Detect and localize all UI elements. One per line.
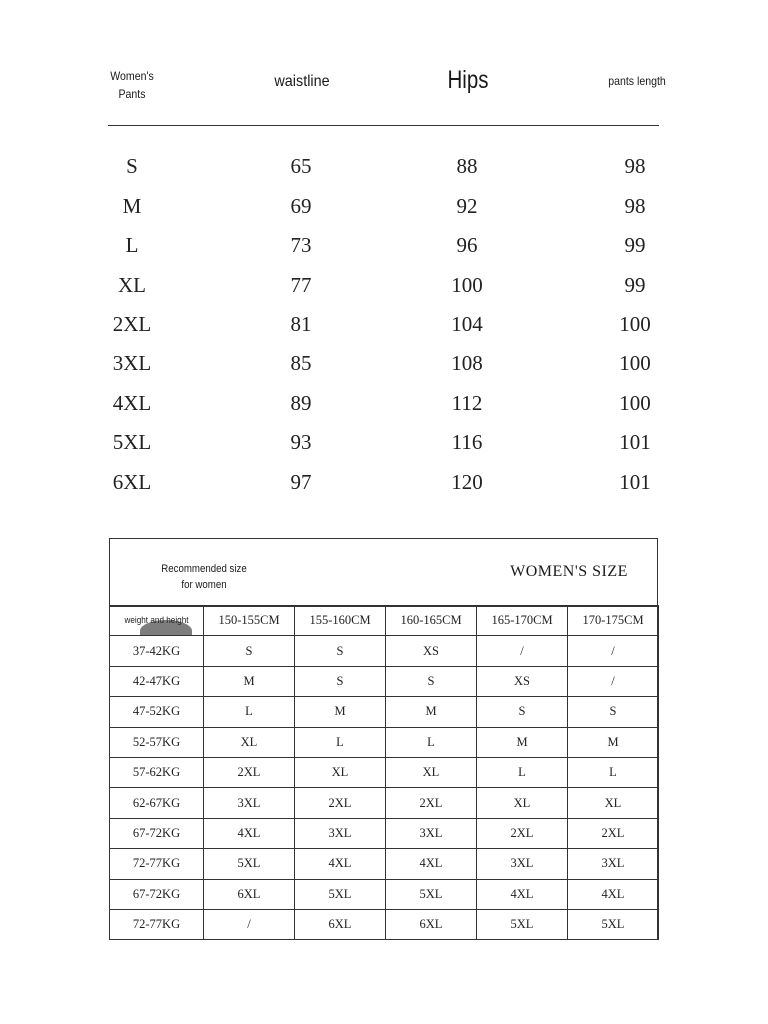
table-row [110,909,659,939]
grid-corner-cell [110,606,204,636]
recommended-size-cell: XL [477,788,568,818]
table-row [110,849,659,879]
recommended-size-cell: 4XL [477,879,568,909]
table-row [110,879,659,909]
size-cell: 5XL [112,430,152,454]
size-cell: L [125,233,139,257]
pants-length-cell: 100 [619,351,651,375]
waistline-cell: 65 [290,154,312,178]
measurement-header [0,0,768,126]
height-column-header: 170-175CM [568,606,659,636]
recommended-size-cell: S [386,666,477,696]
weight-range-cell: 47-52KG [110,697,204,727]
recommended-size-cell: S [477,697,568,727]
recommended-size-cell: 4XL [204,818,295,848]
weight-range-cell: 67-72KG [110,879,204,909]
womens-size-title: WOMEN'S SIZE [510,563,628,580]
table-row [110,666,659,696]
hips-cell: 120 [451,470,483,494]
pants-length-cell: 100 [619,312,651,336]
recommended-size-cell: 5XL [204,849,295,879]
waistline-cell: 73 [290,233,312,257]
recommended-size-cell: S [204,636,295,666]
height-column-header: 160-165CM [386,606,477,636]
hips-cell: 88 [456,154,478,178]
header-hips: Hips [447,66,489,94]
weight-height-label: weight and height [124,615,189,626]
hips-cell: 116 [451,430,483,454]
measurement-row [0,150,768,182]
recommended-size-cell: L [295,727,386,757]
recommended-size-cell: 2XL [295,788,386,818]
recommended-size-cell: 3XL [477,849,568,879]
recommended-size-cell: S [568,697,659,727]
recommended-size-cell: 5XL [386,879,477,909]
recommended-size-cell: 3XL [568,849,659,879]
table-row [110,636,659,666]
header-womens-pants-line1: Women's [110,69,154,83]
hips-cell: 104 [451,312,483,336]
recommended-size-cell: 2XL [568,818,659,848]
size-cell: 3XL [112,351,152,375]
recommended-size-cell: / [477,636,568,666]
recommended-size-cell: 3XL [295,818,386,848]
waistline-cell: 81 [290,312,312,336]
recommended-size-cell: L [568,757,659,787]
recommended-size-cell: M [386,697,477,727]
recommended-size-cell: 6XL [204,879,295,909]
size-recommendation-table [109,538,658,940]
recommended-size-cell: M [204,666,295,696]
recommended-size-cell: / [568,666,659,696]
weight-range-cell: 62-67KG [110,788,204,818]
waistline-cell: 69 [290,194,312,218]
header-waistline: waistline [274,73,330,90]
header-womens-pants [100,67,163,103]
recommended-size-cell: 4XL [295,849,386,879]
waistline-cell: 89 [290,391,312,415]
measurement-row [0,269,768,301]
weight-range-cell: 37-42KG [110,636,204,666]
recommended-size-cell: / [204,909,295,939]
pants-length-cell: 98 [624,154,646,178]
measurement-row [0,347,768,379]
pants-length-cell: 100 [619,391,651,415]
size-cell: M [122,194,142,218]
table-row [110,697,659,727]
recommended-size-cell: M [295,697,386,727]
grid-header-row [110,606,659,636]
measurement-row [0,426,768,458]
recommended-size-cell: 4XL [386,849,477,879]
size-grid [109,605,659,940]
weight-range-cell: 67-72KG [110,818,204,848]
recommended-size-cell: 4XL [568,879,659,909]
header-divider [108,125,659,126]
recommended-size-cell: M [568,727,659,757]
hips-cell: 100 [451,273,483,297]
table-row [110,818,659,848]
recommended-size-cell: 6XL [295,909,386,939]
size-cell: 6XL [112,470,152,494]
recommended-size-cell: M [477,727,568,757]
recommended-size-cell: XL [295,757,386,787]
size-cell: 2XL [112,312,152,336]
recommended-size-cell: L [386,727,477,757]
waistline-cell: 85 [290,351,312,375]
measurement-row [0,229,768,261]
hips-cell: 92 [456,194,478,218]
recommended-size-cell: XS [477,666,568,696]
recommended-size-cell: XL [386,757,477,787]
pants-length-cell: 99 [624,273,646,297]
waistline-cell: 77 [290,273,312,297]
measurement-row [0,387,768,419]
recommended-size-cell: 2XL [477,818,568,848]
header-womens-pants-line2: Pants [118,87,146,101]
size-cell: 4XL [112,391,152,415]
recommended-size-cell: XS [386,636,477,666]
hips-cell: 112 [451,391,483,415]
table-row [110,727,659,757]
recommended-size-cell: 5XL [295,879,386,909]
recommended-size-cell: S [295,636,386,666]
recommended-size-label: Recommended size for women [161,563,247,591]
recommendation-title-area [110,539,657,607]
recommended-size-cell: 2XL [204,757,295,787]
measurement-row [0,308,768,340]
table-row [110,788,659,818]
recommended-size-cell: 3XL [204,788,295,818]
pants-length-cell: 98 [624,194,646,218]
measurement-row [0,466,768,498]
recommended-size-cell: 2XL [386,788,477,818]
waistline-cell: 97 [290,470,312,494]
weight-range-cell: 72-77KG [110,849,204,879]
recommended-size-cell: XL [204,727,295,757]
header-pants-length: pants length [608,74,666,88]
weight-range-cell: 57-62KG [110,757,204,787]
hips-cell: 108 [451,351,483,375]
recommended-size-cell: S [295,666,386,696]
pants-length-cell: 101 [619,470,651,494]
weight-range-cell: 52-57KG [110,727,204,757]
recommended-size-cell: L [477,757,568,787]
recommended-size-cell: 3XL [386,818,477,848]
waistline-cell: 93 [290,430,312,454]
recommended-size-cell: L [204,697,295,727]
size-cell: S [126,154,138,178]
measurement-row [0,190,768,222]
recommended-size-cell: 5XL [477,909,568,939]
height-column-header: 165-170CM [477,606,568,636]
weight-range-cell: 42-47KG [110,666,204,696]
recommended-size-cell: 6XL [386,909,477,939]
pants-length-cell: 101 [619,430,651,454]
weight-range-cell: 72-77KG [110,909,204,939]
hips-cell: 96 [456,233,478,257]
height-column-header: 155-160CM [295,606,386,636]
recommended-size-cell: / [568,636,659,666]
size-cell: XL [118,273,146,297]
table-row [110,757,659,787]
recommended-size-cell: XL [568,788,659,818]
pants-length-cell: 99 [624,233,646,257]
recommended-size-cell: 5XL [568,909,659,939]
height-column-header: 150-155CM [204,606,295,636]
